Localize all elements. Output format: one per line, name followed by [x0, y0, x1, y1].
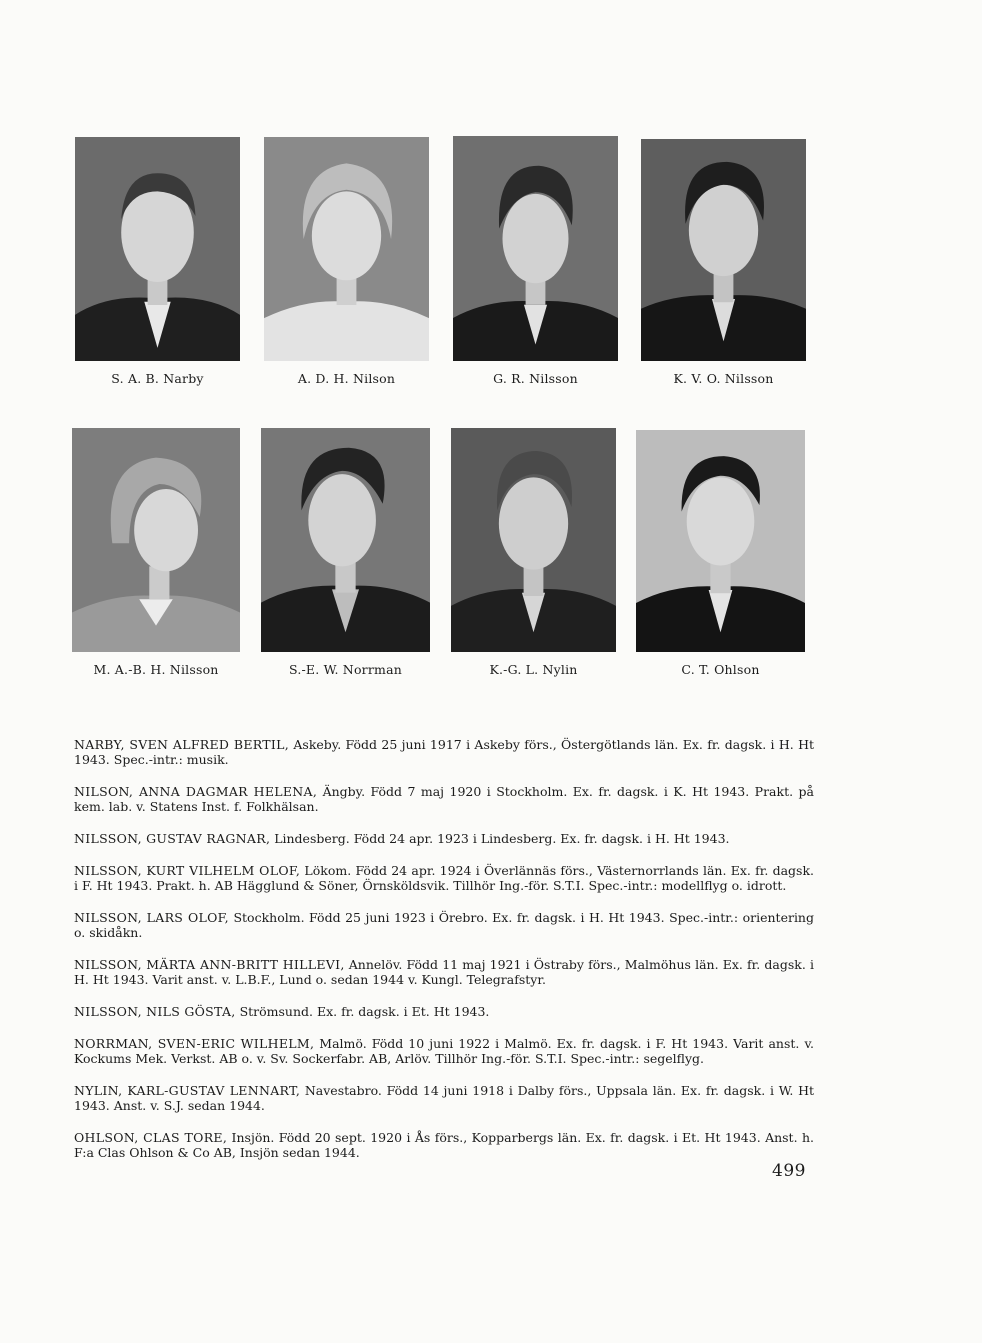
portrait-photo — [75, 137, 240, 361]
male-portrait-image — [451, 428, 616, 652]
male-portrait-image — [641, 139, 806, 361]
portrait-caption: K. V. O. Nilsson — [673, 371, 774, 386]
entry-text: Insjön. Född 20 sept. 1920 i Ås förs., Kopparbergs län. Ex. fr. dagsk. i Et. Ht 1943. Anst. h. F:a Clas Ohlson & Co AB, Insjön sedan 1944. — [74, 1130, 814, 1160]
biography-entry — [74, 910, 814, 940]
entry-name: NARBY, SVEN ALFRED BERTIL, — [74, 737, 290, 752]
male-portrait-image — [75, 137, 240, 361]
biography-entry — [74, 1130, 814, 1160]
entry-text: Annelöv. Född 11 maj 1921 i Östraby förs., Malmöhus län. Ex. fr. dagsk. i H. Ht 1943. Varit anst. v. L.B.F., Lund o. sedan 1944 v. Kungl. Telegrafstyr. — [74, 957, 814, 987]
portrait-caption: G. R. Nilsson — [493, 371, 578, 386]
biography-entry — [74, 831, 814, 846]
portrait-photo — [264, 137, 429, 361]
portrait-photo — [261, 428, 430, 652]
biography-list — [74, 737, 814, 1177]
biography-entry — [74, 1004, 814, 1019]
entry-text: Lindesberg. Född 24 apr. 1923 i Lindesberg. Ex. fr. dagsk. i H. Ht 1943. — [270, 831, 730, 846]
biography-entry — [74, 1083, 814, 1113]
entry-text: Strömsund. Ex. fr. dagsk. i Et. Ht 1943. — [235, 1004, 490, 1019]
portrait-photo — [641, 139, 806, 361]
biography-entry — [74, 863, 814, 893]
entry-name: NILSON, ANNA DAGMAR HELENA, — [74, 784, 318, 799]
portrait-photo — [72, 428, 240, 652]
entry-name: NILSSON, GUSTAV RAGNAR, — [74, 831, 271, 846]
male-portrait-image — [453, 136, 618, 361]
portrait-photo — [451, 428, 616, 652]
entry-name: NORRMAN, SVEN-ERIC WILHELM, — [74, 1036, 315, 1051]
entry-text: Navestabro. Född 14 juni 1918 i Dalby förs., Uppsala län. Ex. fr. dagsk. i W. Ht 1943. Anst. v. S.J. sedan 1944. — [74, 1083, 814, 1113]
entry-text: Askeby. Född 25 juni 1917 i Askeby förs., Östergötlands län. Ex. fr. dagsk. i H. Ht 1943. Spec.-intr.: musik. — [74, 737, 814, 767]
entry-name: NILSSON, MÄRTA ANN-BRITT HILLEVI, — [74, 957, 345, 972]
portrait-caption: M. A.-B. H. Nilsson — [93, 662, 219, 677]
entry-name: NYLIN, KARL-GUSTAV LENNART, — [74, 1083, 301, 1098]
portrait-photo — [636, 430, 805, 652]
entry-name: NILSSON, LARS OLOF, — [74, 910, 229, 925]
entry-name: NILSSON, NILS GÖSTA, — [74, 1004, 236, 1019]
biography-entry — [74, 784, 814, 814]
entry-text: Lökom. Född 24 apr. 1924 i Överlännäs förs., Västernorrlands län. Ex. fr. dagsk. i F. Ht 1943. Prakt. h. AB Hägglund & Söner, Örnsköldsvik. Tillhör Ing.-för. S.T.I. Spec.-intr.: modellflyg o. idrott. — [74, 863, 814, 893]
male-portrait-image — [636, 430, 805, 652]
male-portrait-image — [261, 428, 430, 652]
biography-entry — [74, 957, 814, 987]
female-portrait-image — [72, 428, 240, 652]
portrait-caption: S.-E. W. Norrman — [289, 662, 402, 677]
entry-text: Ängby. Född 7 maj 1920 i Stockholm. Ex. fr. dagsk. i K. Ht 1943. Prakt. på kem. lab. v. Statens Inst. f. Folkhälsan. — [74, 784, 814, 814]
portrait-caption: K.-G. L. Nylin — [489, 662, 578, 677]
page-number: 499 — [772, 1161, 806, 1181]
portrait-caption: C. T. Ohlson — [681, 662, 760, 677]
entry-name: NILSSON, KURT VILHELM OLOF, — [74, 863, 301, 878]
portrait-caption: S. A. B. Narby — [111, 371, 204, 386]
portrait-photo — [453, 136, 618, 361]
portrait-caption: A. D. H. Nilson — [297, 371, 396, 386]
entry-name: OHLSON, CLAS TORE, — [74, 1130, 228, 1145]
entry-text: Malmö. Född 10 juni 1922 i Malmö. Ex. fr. dagsk. i F. Ht 1943. Varit anst. v. Kockums Mek. Verkst. AB o. v. Sv. Sockerfabr. AB, Arlöv. Tillhör Ing.-för. S.T.I. Spec.-intr.: segelflyg. — [74, 1036, 814, 1066]
biography-entry — [74, 1036, 814, 1066]
biography-entry — [74, 737, 814, 767]
female-portrait-image — [264, 137, 429, 361]
entry-text: Stockholm. Född 25 juni 1923 i Örebro. Ex. fr. dagsk. i H. Ht 1943. Spec.-intr.: orientering o. skidåkn. — [74, 910, 814, 940]
